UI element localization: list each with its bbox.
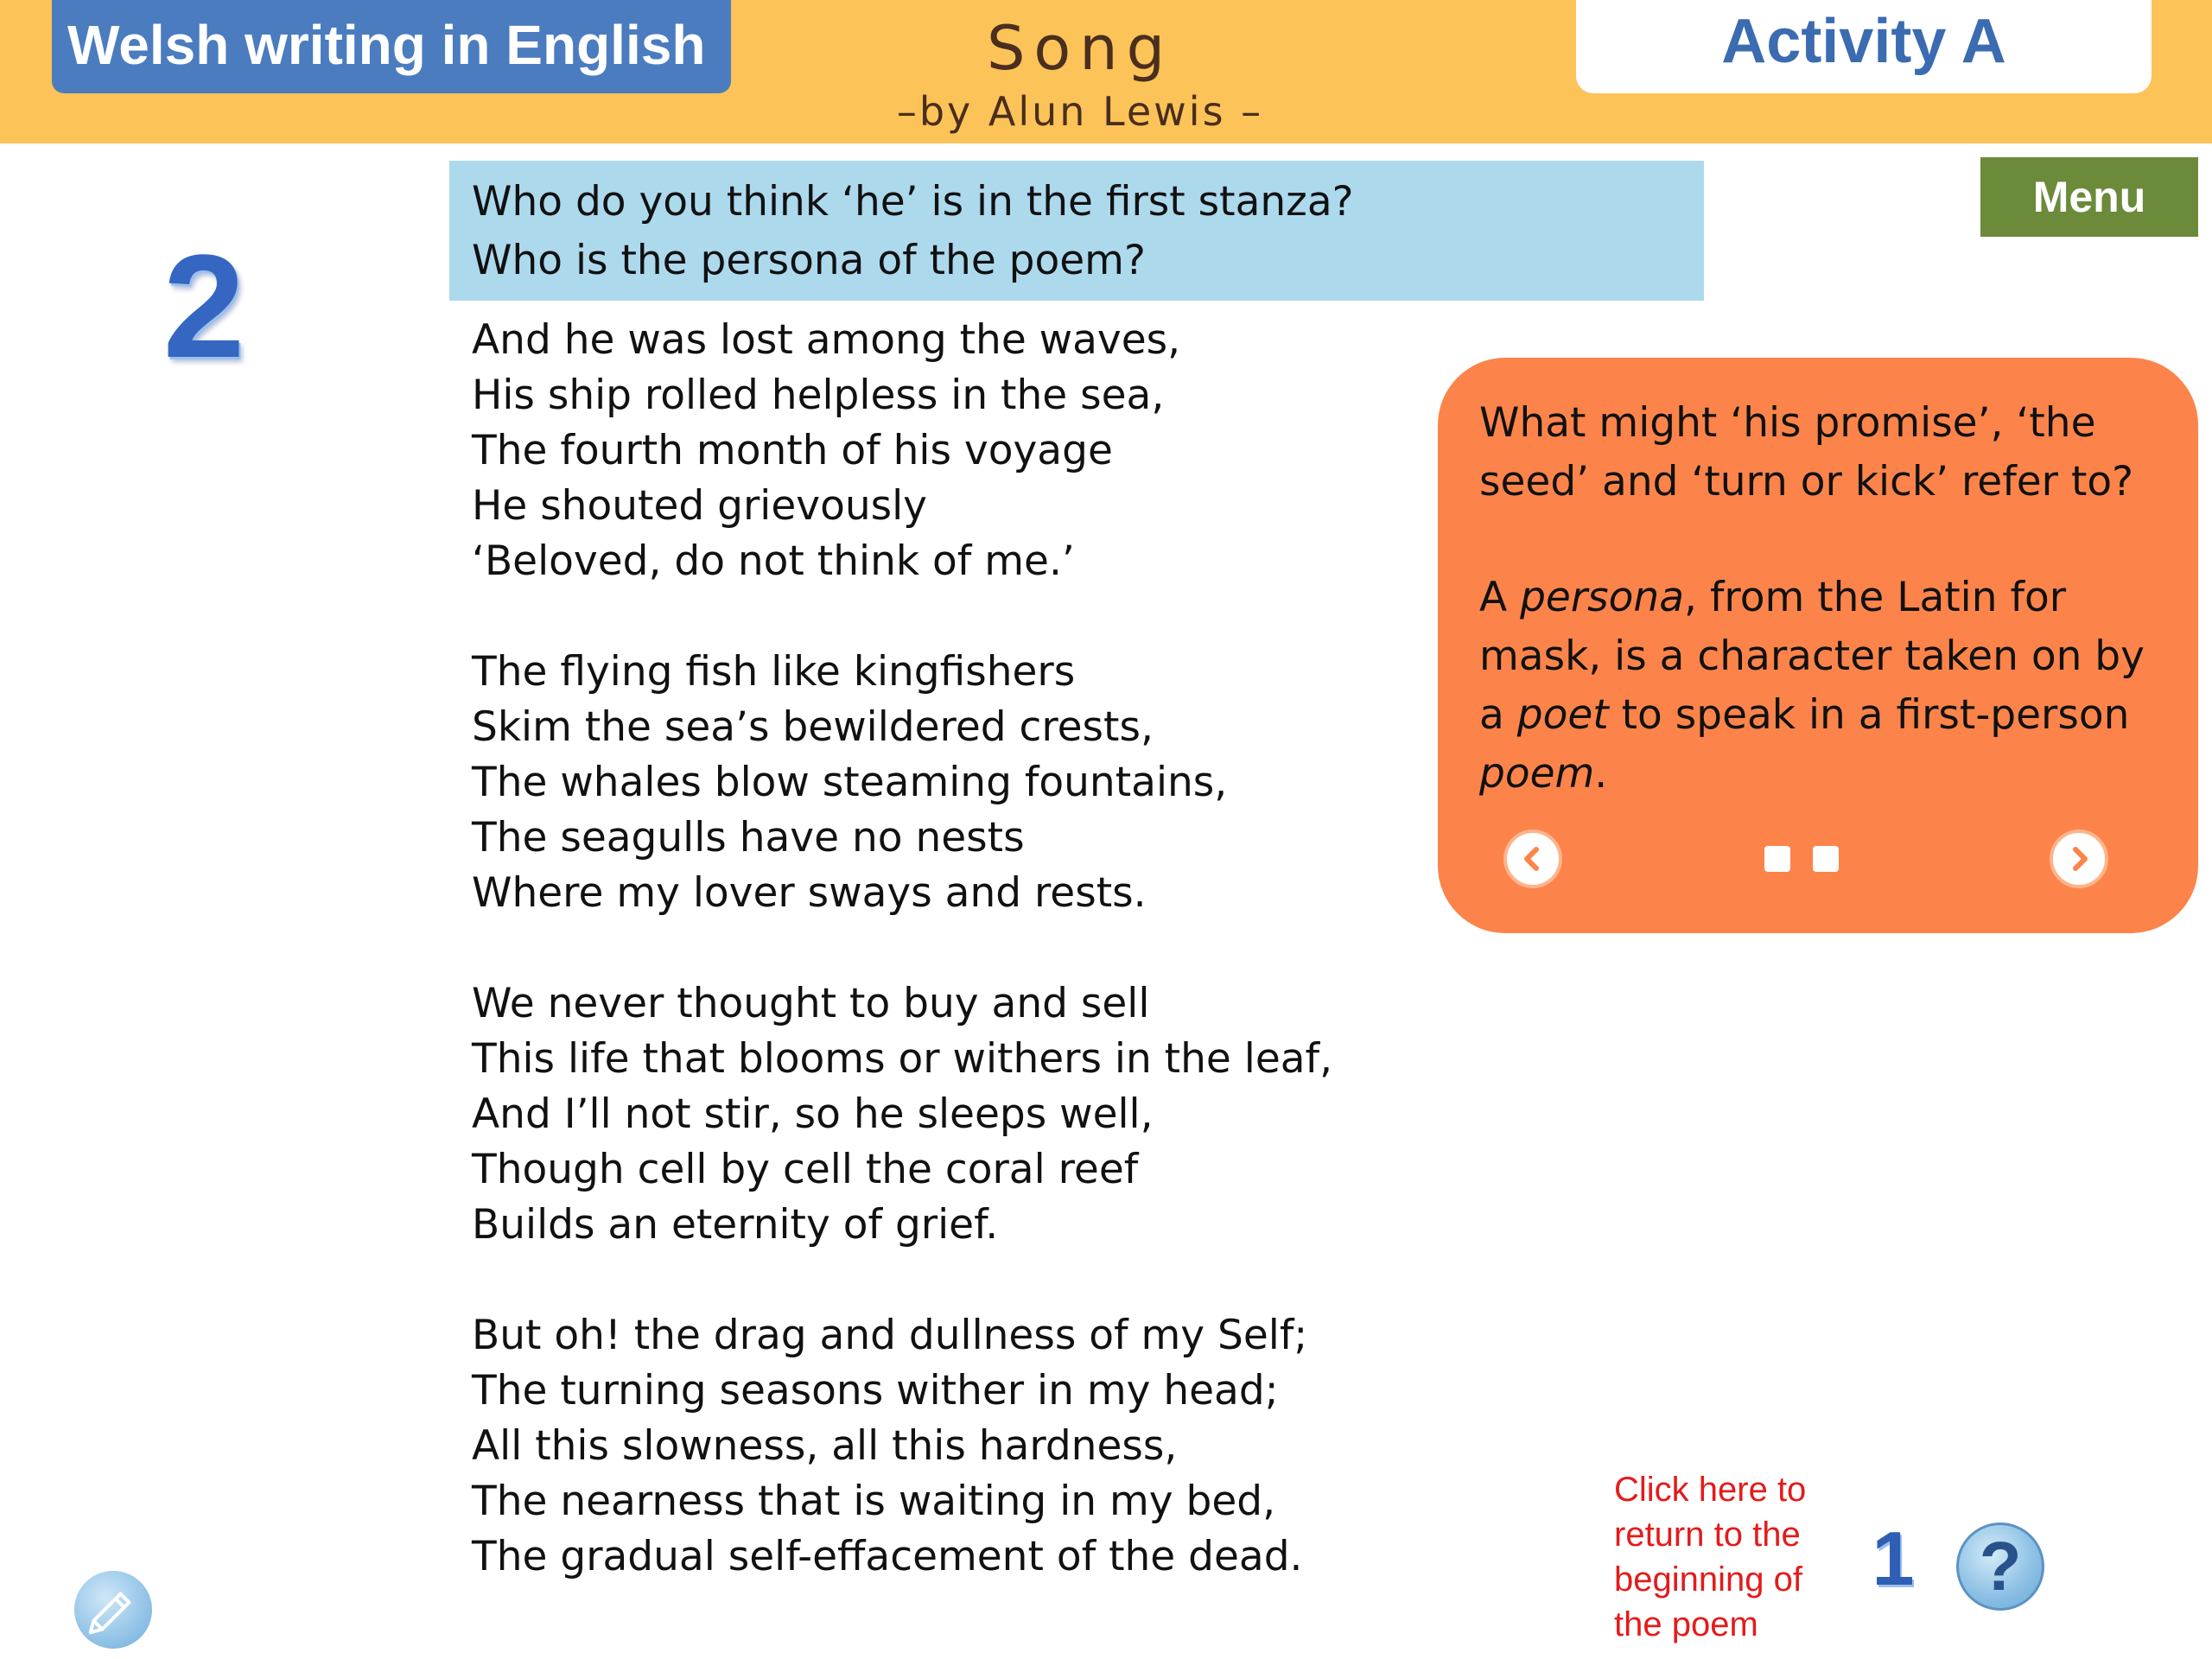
term-persona: persona <box>1520 574 1684 621</box>
poem-line: All this slowness, all this hardness, <box>472 1422 1178 1470</box>
question-box <box>449 161 1704 301</box>
chevron-left-icon <box>1517 843 1548 874</box>
poem-line: And I’ll not stir, so he sleeps well, <box>472 1090 1154 1138</box>
previous-button[interactable] <box>1503 830 1562 888</box>
page-dot-2[interactable] <box>1813 846 1839 872</box>
song-author: –by Alun Lewis – <box>896 88 1264 135</box>
pencil-button[interactable] <box>74 1571 152 1649</box>
stanza-1 <box>472 313 1336 589</box>
info-question: What might ‘his promise’, ‘the seed’ and ‘turn or kick’ refer to? <box>1479 399 2134 505</box>
chevron-right-icon <box>2063 843 2094 874</box>
poem-line: The turning seasons wither in my head; <box>472 1367 1279 1414</box>
poem-line: Though cell by cell the coral reef <box>472 1146 1139 1193</box>
poem-line: The gradual self-effacement of the dead. <box>472 1533 1303 1580</box>
stanza-4 <box>472 1308 1336 1585</box>
stanza-2 <box>472 645 1336 921</box>
poem-line: And he was lost among the waves, <box>472 316 1181 364</box>
question-line: Who is the persona of the poem? <box>472 237 1146 284</box>
term-poet: poet <box>1516 691 1609 739</box>
term-poem: poem <box>1479 750 1595 798</box>
question-icon: ? <box>1979 1528 2022 1605</box>
poem-line: His ship rolled helpless in the sea, <box>472 372 1165 419</box>
question-line: Who do you think ‘he’ is in the first stanza? <box>472 178 1354 226</box>
poem-line: The whales blow steaming fountains, <box>472 759 1228 806</box>
return-to-beginning-text[interactable]: Click here to return to the beginning of the poem <box>1614 1471 1807 1643</box>
return-to-step-1-button[interactable]: 1 <box>1872 1516 1915 1601</box>
poem-line: We never thought to buy and sell <box>472 980 1150 1027</box>
info-panel <box>1438 358 2198 933</box>
poem-line: ‘Beloved, do not think of me.’ <box>472 537 1075 585</box>
poem-text <box>472 313 1336 1585</box>
stanza-3 <box>472 976 1336 1253</box>
poem-line: Where my lover sways and rests. <box>472 869 1147 917</box>
step-number: 2 <box>162 225 245 389</box>
poem-line: But oh! the drag and dullness of my Self; <box>472 1312 1308 1359</box>
poem-line: The seagulls have no nests <box>472 814 1025 861</box>
poem-line: Builds an eternity of grief. <box>472 1201 999 1249</box>
poem-line: The flying fish like kingfishers <box>472 648 1076 696</box>
poem-line: The fourth month of his voyage <box>472 427 1113 474</box>
next-button[interactable] <box>2050 830 2108 888</box>
poem-line: This life that blooms or withers in the leaf, <box>472 1035 1333 1083</box>
activity-label: Activity A <box>1576 0 2152 93</box>
poem-line: He shouted grievously <box>472 482 927 530</box>
menu-button[interactable]: Menu <box>1980 157 2198 237</box>
pencil-icon <box>74 1571 152 1649</box>
song-title: Song <box>986 13 1174 84</box>
help-button[interactable] <box>1956 1522 2044 1611</box>
poem-line: Skim the sea’s bewildered crests, <box>472 703 1154 751</box>
poem-line: The nearness that is waiting in my bed, <box>472 1478 1276 1525</box>
persona-definition: A persona, from the Latin for mask, is a character taken on by a poet to speak in a first-person poem. <box>1479 574 2145 798</box>
page-dot-1[interactable] <box>1764 846 1790 872</box>
header-bar <box>0 0 2212 143</box>
course-title: Welsh writing in English <box>52 0 731 93</box>
